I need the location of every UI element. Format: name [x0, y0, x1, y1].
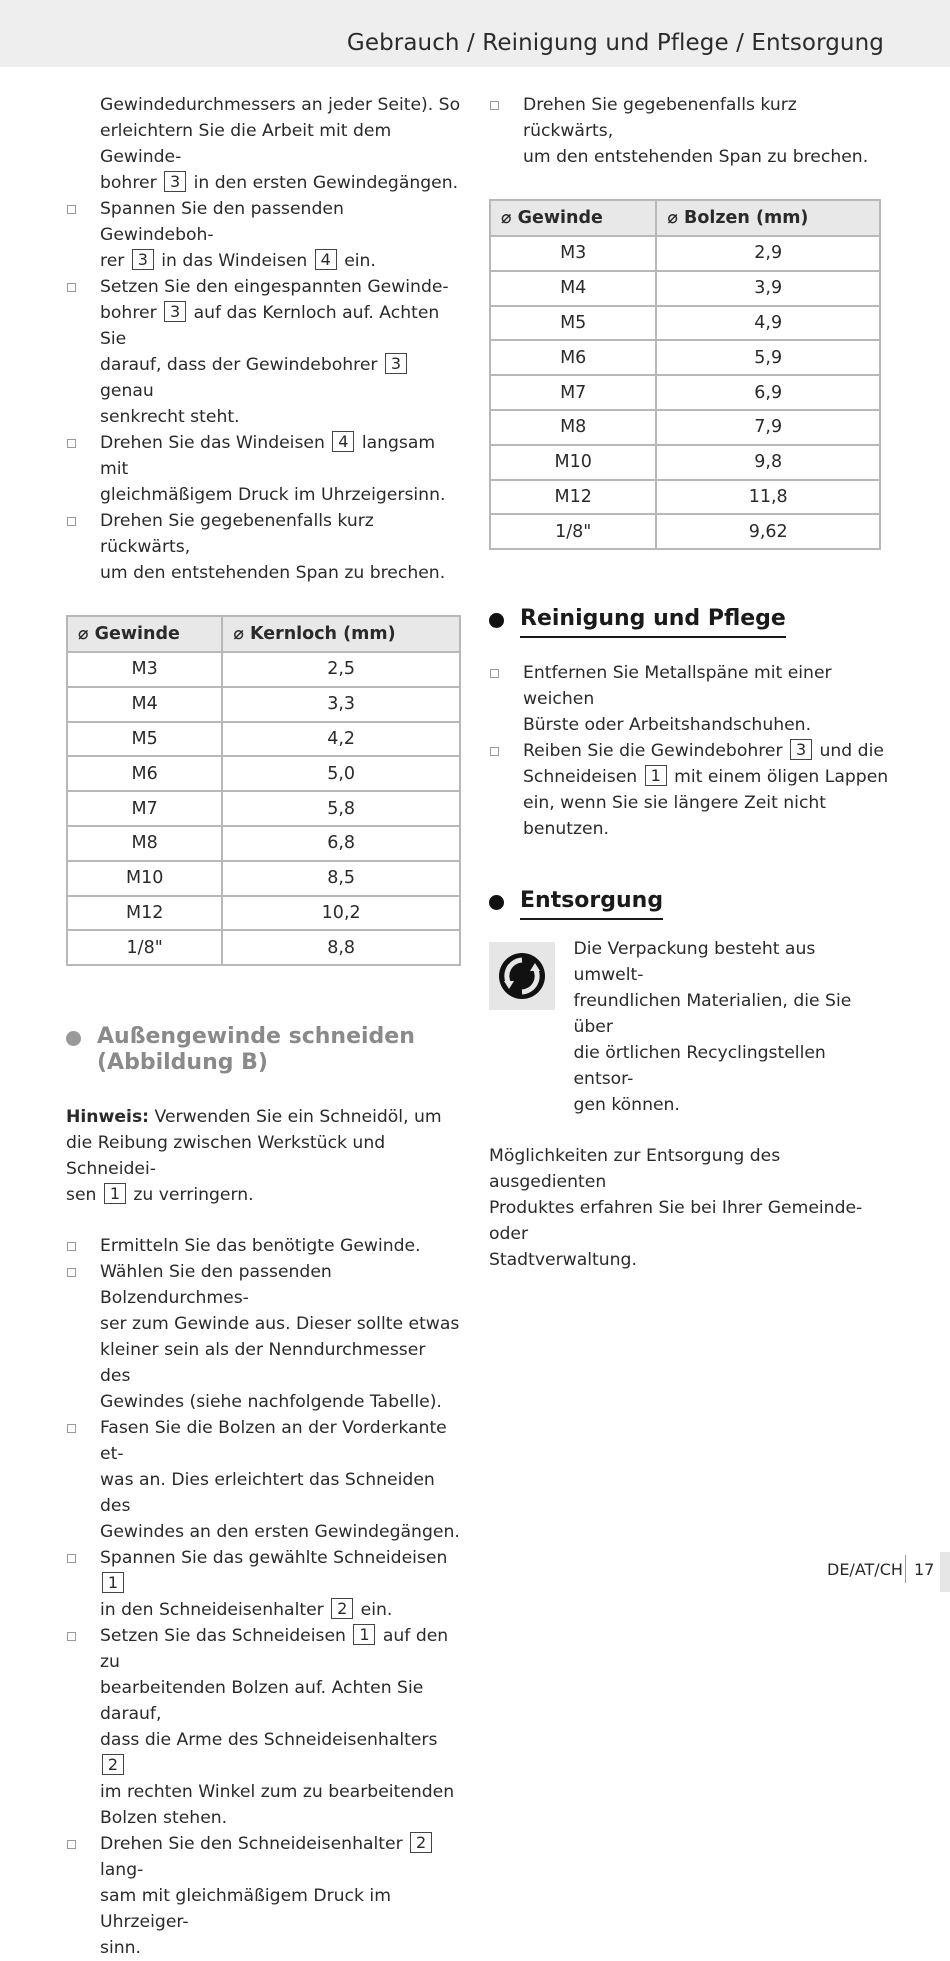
text-line: senkrecht steht. [100, 407, 240, 427]
table-cell: 1/8" [490, 514, 656, 549]
table-header-cell: ⌀ Gewinde [67, 616, 222, 652]
instruction-item [489, 738, 889, 842]
bolzen-table [489, 199, 881, 550]
checkbox-bullet-icon [67, 1632, 76, 1641]
table-row [67, 791, 460, 826]
table-row [490, 480, 880, 515]
checkbox-bullet-icon [67, 1268, 76, 1277]
text-fragment: Setzen Sie das Schneideisen [100, 1626, 346, 1647]
text-fragment: in den ersten Gewindegängen. [193, 173, 459, 193]
table-row [67, 722, 460, 757]
part-ref-3: 3 [164, 301, 186, 322]
text-line [100, 1597, 461, 1623]
text-line: Gewindes an den ersten Gewindegängen. [100, 1522, 460, 1543]
table-cell: 5,8 [222, 791, 460, 826]
table-cell: 7,9 [656, 410, 880, 445]
text-line: Wählen Sie den passenden Bolzendurchmes- [100, 1262, 332, 1309]
section-title-line: Außengewinde schneiden [97, 1024, 415, 1050]
text-line: ein, wenn Sie sie längere Zeit nicht benutzen. [523, 793, 827, 840]
text-fragment: Drehen Sie den Schneideisenhalter [100, 1834, 403, 1855]
text-line [523, 738, 889, 764]
text-line: Ermitteln Sie das benötigte Gewinde. [100, 1236, 421, 1257]
text-line: freundlichen Materialien, die Sie über [573, 991, 852, 1038]
table-cell: 9,8 [656, 445, 880, 480]
table-cell: 3,3 [222, 687, 460, 722]
part-ref-3: 3 [790, 739, 812, 760]
table-header-cell: ⌀ Kernloch (mm) [222, 616, 460, 652]
text-line: Produktes erfahren Sie bei Ihrer Gemeinde- oder [489, 1198, 863, 1245]
text-line [66, 1104, 461, 1130]
table-cell: M5 [67, 722, 222, 757]
intro-line-2: erleichtern Sie die Arbeit mit dem Gewinde- [100, 121, 392, 167]
section-title: Entsorgung [520, 888, 663, 920]
section-title-line: (Abbildung B) [97, 1050, 268, 1076]
text-line: Fasen Sie die Bolzen an der Vorderkante et- [100, 1418, 447, 1465]
table-cell: M6 [67, 756, 222, 791]
instruction-item [66, 1233, 461, 1259]
text-line [523, 764, 889, 790]
text-line: Entfernen Sie Metallspäne mit einer weichen [523, 663, 832, 710]
table-cell: M7 [67, 791, 222, 826]
instruction-item [66, 274, 461, 430]
text-line: ser zum Gewinde aus. Dieser sollte etwas [100, 1314, 460, 1335]
table-row [67, 896, 460, 931]
text-line: um den entstehenden Span zu brechen. [100, 563, 446, 583]
table-cell: 2,9 [656, 236, 880, 271]
table-cell: M8 [490, 410, 656, 445]
text-line: Möglichkeiten zur Entsorgung des ausgedienten [489, 1146, 781, 1193]
table-cell: 3,9 [656, 271, 880, 306]
table-row [490, 236, 880, 271]
part-ref-1: 1 [353, 1624, 375, 1645]
table-row [67, 861, 460, 896]
header-bar [0, 0, 950, 67]
part-ref-1: 1 [102, 1572, 124, 1593]
text-line: Drehen Sie gegebenenfalls kurz rückwärts, [523, 95, 797, 141]
instruction-item [66, 1259, 461, 1415]
text-fragment: zu verringern. [133, 1185, 254, 1206]
bullet-dot-icon [489, 613, 504, 628]
text-line: kleiner sein als der Nenndurchmesser des [100, 1340, 426, 1387]
table-header-row [67, 616, 460, 652]
instruction-item [66, 1831, 461, 1961]
table-row [67, 652, 460, 687]
text-line [100, 1623, 461, 1675]
checkbox-bullet-icon [67, 205, 76, 214]
text-line: sam mit gleichmäßigem Druck im Uhrzeiger- [100, 1886, 391, 1933]
text-fragment: sen [66, 1185, 97, 1206]
text-fragment: lang- [100, 1860, 144, 1881]
section-heading-entsorgung [489, 888, 889, 920]
table-cell: M5 [490, 306, 656, 341]
table-cell: 10,2 [222, 896, 460, 931]
text-line: im rechten Winkel zum zu bearbeitenden [100, 1782, 455, 1803]
table-row [490, 514, 880, 549]
part-ref-4: 4 [332, 431, 354, 452]
instruction-item [489, 92, 889, 170]
part-ref-1: 1 [104, 1183, 126, 1204]
table-cell: M10 [67, 861, 222, 896]
recycling-symbol-icon [489, 942, 555, 1010]
instruction-item [66, 1415, 461, 1545]
checkbox-bullet-icon [67, 1424, 76, 1433]
table-cell: M10 [490, 445, 656, 480]
table-cell: 5,0 [222, 756, 460, 791]
table-row [67, 756, 460, 791]
text-line: Gewindes (siehe nachfolgende Tabelle). [100, 1392, 442, 1413]
table-cell: 6,8 [222, 826, 460, 861]
part-ref-4: 4 [315, 249, 337, 270]
text-line: die Reibung zwischen Werkstück und Schneidei- [66, 1133, 386, 1180]
text-fragment: genau [100, 381, 154, 401]
text-fragment: langsam mit [100, 433, 436, 479]
text-fragment: mit einem öligen Lappen [674, 767, 889, 788]
text-line: Spannen Sie den passenden Gewindeboh- [100, 199, 344, 245]
hint-paragraph [66, 1104, 461, 1208]
text-line: Bolzen stehen. [100, 1808, 228, 1829]
text-fragment: ein. [360, 1600, 393, 1621]
table-row [490, 375, 880, 410]
section-title [97, 1024, 415, 1080]
checkbox-bullet-icon [67, 1840, 76, 1849]
text-line [100, 248, 461, 274]
intro-line-3 [66, 170, 461, 196]
checkbox-bullet-icon [67, 283, 76, 292]
table-header-cell: ⌀ Bolzen (mm) [656, 200, 880, 236]
table-cell: 6,9 [656, 375, 880, 410]
checkbox-bullet-icon [67, 1242, 76, 1251]
table-cell: 9,62 [656, 514, 880, 549]
text-line [100, 1545, 461, 1597]
instruction-item [66, 196, 461, 274]
checkbox-bullet-icon [490, 669, 499, 678]
text-line: Setzen Sie den eingespannten Gewinde- [100, 277, 449, 297]
part-ref-2: 2 [331, 1598, 353, 1619]
text-fragment: auf das Kernloch auf. Achten Sie [100, 303, 440, 349]
text-fragment: bohrer [100, 303, 157, 323]
text-line: Drehen Sie gegebenenfalls kurz rückwärts, [100, 511, 374, 557]
text-fragment: bohrer [100, 173, 157, 193]
instruction-item [66, 1545, 461, 1623]
table-cell: 4,2 [222, 722, 460, 757]
table-cell: 4,9 [656, 306, 880, 341]
text-fragment: rer [100, 251, 125, 271]
text-line [66, 1182, 461, 1208]
bullet-dot-icon [66, 1031, 81, 1046]
part-ref-2: 2 [410, 1832, 432, 1853]
instruction-item [66, 508, 461, 586]
text-line [100, 430, 461, 482]
text-line: gen können. [573, 1095, 680, 1116]
page-number: 17 [914, 1560, 935, 1579]
table-row [490, 410, 880, 445]
part-ref-1: 1 [645, 765, 667, 786]
table-cell: 2,5 [222, 652, 460, 687]
part-ref-2: 2 [102, 1754, 124, 1775]
table-row [67, 930, 460, 965]
part-ref-3: 3 [132, 249, 154, 270]
text-fragment: Reiben Sie die Gewindebohrer [523, 741, 783, 762]
left-column [66, 92, 461, 1961]
table-cell: M6 [490, 340, 656, 375]
text-fragment: auf den zu [100, 1626, 449, 1673]
page-header-title: Gebrauch / Reinigung und Pflege / Entsorgung [346, 30, 884, 56]
instruction-item [66, 1623, 461, 1831]
table-row [67, 826, 460, 861]
text-fragment: darauf, dass der Gewindebohrer [100, 355, 378, 375]
text-line: gleichmäßigem Druck im Uhrzeigersinn. [100, 485, 446, 505]
text-line: was an. Dies erleichtert das Schneiden des [100, 1470, 435, 1517]
table-cell: M12 [490, 480, 656, 515]
text-line: bearbeitenden Bolzen auf. Achten Sie darauf, [100, 1678, 424, 1725]
footer-divider [905, 1555, 906, 1583]
text-fragment: in das Windeisen [161, 251, 308, 271]
bullet-dot-icon [489, 895, 504, 910]
checkbox-bullet-icon [67, 1554, 76, 1563]
section-heading-aussengewinde [66, 1024, 461, 1080]
table-cell: 5,9 [656, 340, 880, 375]
table-cell: 11,8 [656, 480, 880, 515]
text-line: die örtlichen Recyclingstellen entsor- [573, 1043, 826, 1090]
footer-region: DE/AT/CH [827, 1560, 903, 1579]
checkbox-bullet-icon [490, 747, 499, 756]
table-row [67, 687, 460, 722]
table-cell: M3 [490, 236, 656, 271]
text-fragment: ein. [344, 251, 376, 271]
text-line [100, 1727, 461, 1779]
text-line: sinn. [100, 1938, 141, 1959]
text-line: Bürste oder Arbeitshandschuhen. [523, 715, 812, 736]
text-fragment: Schneideisen [523, 767, 638, 788]
text-fragment: Verwenden Sie ein Schneidöl, um [154, 1107, 442, 1128]
hint-label: Hinweis: [66, 1107, 150, 1128]
instruction-item [489, 660, 889, 738]
table-cell: M4 [490, 271, 656, 306]
text-line: um den entstehenden Span zu brechen. [523, 147, 869, 167]
table-cell: M3 [67, 652, 222, 687]
table-header-row [490, 200, 880, 236]
text-fragment: dass die Arme des Schneideisenhalters [100, 1730, 438, 1751]
section-heading-reinigung [489, 606, 889, 638]
table-row [490, 340, 880, 375]
table-cell: 8,5 [222, 861, 460, 896]
text-line [100, 1831, 461, 1883]
table-header-cell: ⌀ Gewinde [490, 200, 656, 236]
right-column [489, 92, 889, 1273]
table-row [490, 445, 880, 480]
text-line: Stadtverwaltung. [489, 1250, 637, 1271]
intro-line-1: Gewindedurchmessers an jeder Seite). So [100, 95, 461, 115]
table-cell: M12 [67, 896, 222, 931]
checkbox-bullet-icon [490, 101, 499, 110]
text-fragment: und die [819, 741, 884, 762]
table-row [490, 306, 880, 341]
section-title: Reinigung und Pflege [520, 606, 786, 638]
footer-edge-bar [940, 1552, 950, 1592]
table-cell: 8,8 [222, 930, 460, 965]
table-cell: 1/8" [67, 930, 222, 965]
checkbox-bullet-icon [67, 517, 76, 526]
text-line: Die Verpackung besteht aus umwelt- [573, 939, 816, 986]
text-line [100, 352, 461, 404]
part-ref-3: 3 [164, 171, 186, 192]
table-cell: M8 [67, 826, 222, 861]
text-fragment: Drehen Sie das Windeisen [100, 433, 325, 453]
instruction-item [66, 430, 461, 508]
part-ref-3: 3 [385, 353, 407, 374]
disposal-final-paragraph [489, 1143, 889, 1273]
checkbox-bullet-icon [67, 439, 76, 448]
text-fragment: Spannen Sie das gewählte Schneideisen [100, 1548, 448, 1569]
table-cell: M7 [490, 375, 656, 410]
table-cell: M4 [67, 687, 222, 722]
text-fragment: in den Schneideisenhalter [100, 1600, 324, 1621]
text-line [100, 300, 461, 352]
table-row [490, 271, 880, 306]
disposal-block [489, 939, 889, 1118]
kernloch-table [66, 615, 461, 966]
disposal-text [573, 936, 889, 1118]
